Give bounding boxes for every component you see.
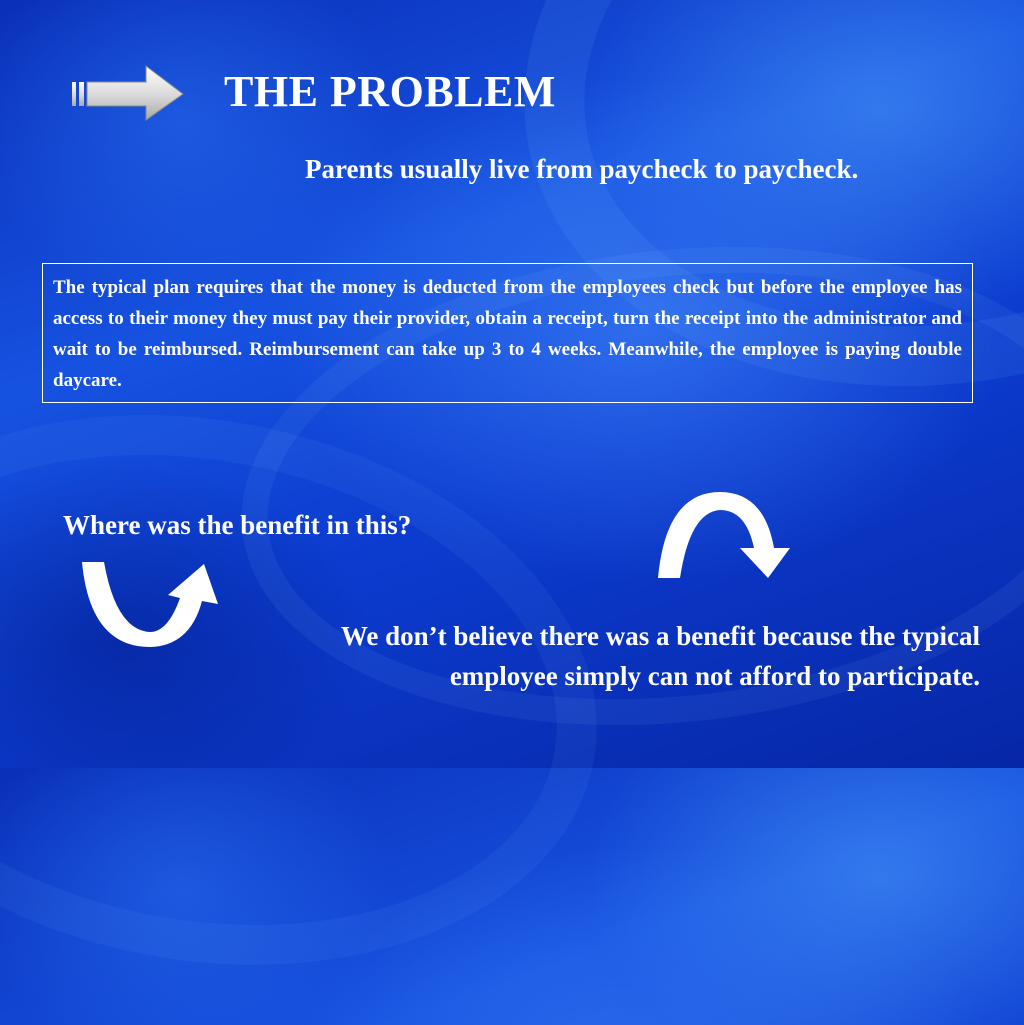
benefit-answer: We don’t believe there was a benefit because the typical employee simply can not afford to participate. — [340, 621, 980, 691]
info-text-box: The typical plan requires that the money is deducted from the employees check but before the employee has access to their money they must pay their provider, obtain a receipt, turn the receipt into the administrator and wait to be reimbursed. Reimbursement can take up 3 to 4 weeks. Meanwhile, the employee is paying double daycare. — [42, 263, 973, 403]
slide-title: THE PROBLEM — [224, 67, 556, 116]
benefit-question: Where was the benefit in this? — [63, 510, 412, 540]
slide-subtitle: Parents usually live from paycheck to paycheck. — [305, 154, 859, 184]
right-arrow-icon — [68, 62, 186, 124]
curved-up-arrow-icon — [80, 560, 225, 650]
curved-down-arrow-icon — [650, 490, 795, 582]
